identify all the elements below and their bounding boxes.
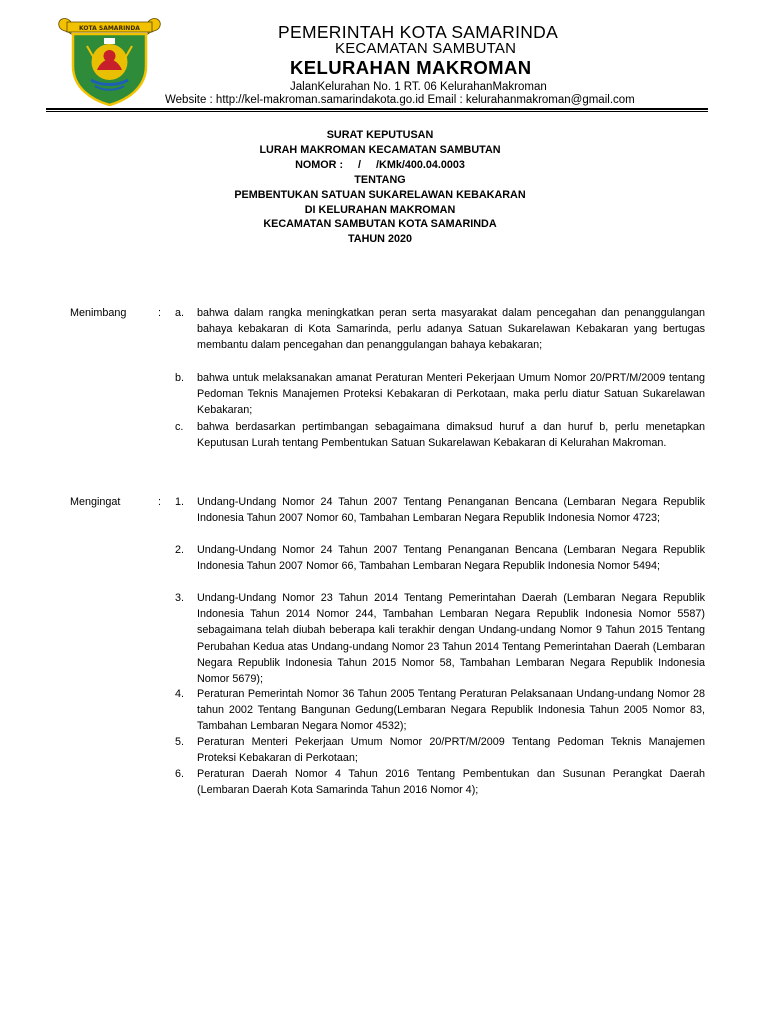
section-colon: : (158, 496, 161, 508)
item-marker: b. (175, 372, 185, 384)
village-name: KELURAHAN MAKROMAN (290, 57, 532, 78)
item-text: Peraturan Daerah Nomor 4 Tahun 2016 Tentang Pembentukan dan Susunan Perangkat Daerah (Lembaran Daerah Kota Samarinda Tahun 2016 Nomor 4); (197, 768, 705, 797)
emblem-banner-text: KOTA SAMARINDA (79, 25, 140, 32)
title-line: KECAMATAN SAMBUTAN KOTA SAMARINDA (263, 218, 497, 231)
title-line: TENTANG (354, 173, 406, 186)
item-marker: 1. (175, 496, 185, 508)
item-text: Peraturan Menteri Pekerjaan Umum Nomor 20/PRT/M/2009 Tentang Pedoman Teknis Manajemen Proteksi Kebakaran di Perkotaan; (197, 736, 705, 765)
section-label: Menimbang (70, 307, 127, 319)
samarinda-emblem-icon (57, 16, 162, 106)
district-name: KECAMATAN SAMBUTAN (335, 40, 517, 57)
item-text: Undang-Undang Nomor 24 Tahun 2007 Tentang Penanganan Bencana (Lembaran Negara Republik Indonesia Tahun 2007 Nomor 66, Tambahan Lembaran Negara Republik Indonesia Nomor 5494; (197, 544, 705, 573)
item-marker: 2. (175, 544, 185, 556)
section-label: Mengingat (70, 496, 121, 508)
item-marker: a. (175, 307, 185, 319)
item-marker: 5. (175, 736, 185, 748)
section-colon: : (158, 307, 161, 319)
title-line: PEMBENTUKAN SATUAN SUKARELAWAN KEBAKARAN (234, 188, 526, 201)
item-text: bahwa berdasarkan pertimbangan sebagaimana dimaksud huruf a dan huruf b, perlu menetapkan Keputusan Lurah tentang Pembentukan Satuan Sukarelawan Kebakaran di Kelurahan Makroman. (197, 421, 705, 450)
letterhead-divider (46, 108, 708, 110)
office-address: JalanKelurahan No. 1 RT. 06 KelurahanMakroman (290, 81, 547, 93)
title-line: DI KELURAHAN MAKROMAN (304, 203, 456, 216)
item-text: Undang-Undang Nomor 24 Tahun 2007 Tentang Penanganan Bencana (Lembaran Negara Republik Indonesia Tahun 2007 Nomor 60, Tambahan Lembaran Negara Republik Indonesia Nomor 4723; (197, 496, 705, 525)
item-marker: 6. (175, 768, 185, 780)
title-line: TAHUN 2020 (347, 233, 412, 246)
item-marker: c. (175, 421, 184, 433)
title-line: LURAH MAKROMAN KECAMATAN SAMBUTAN (259, 143, 501, 156)
office-contact: Website : http://kel-makroman.samarindakota.go.id Email : kelurahanmakroman@gmail.com (165, 94, 635, 106)
item-text: Peraturan Pemerintah Nomor 36 Tahun 2005 Tentang Peraturan Pelaksanaan Undang-undang Nomor 28 tahun 2002 Tentang Bangunan Gedung(Lembaran Negara Republik Indonesia Tahun 2005 Nomor 83, Tambahan Lembaran Negara Nomor 4532); (197, 688, 705, 733)
item-text: bahwa dalam rangka meningkatkan peran serta masyarakat dalam pencegahan dan penanggulangan bahaya kebakaran di Kota Samarinda, perlu adanya Satuan Sukarelawan Kebakaran yang bertugas membantu dalam pencegahan dan penanggulangan bahaya kebakaran; (197, 307, 705, 352)
item-marker: 4. (175, 688, 185, 700)
item-text: bahwa untuk melaksanakan amanat Peraturan Menteri Pekerjaan Umum Nomor 20/PRT/M/2009 tentang Pedoman Teknis Manajemen Proteksi Kebakaran di Perkotaan, maka perlu diatur Satuan Sukarelawan Kebakaran; (197, 372, 705, 417)
title-line: SURAT KEPUTUSAN (326, 129, 434, 141)
item-text: Undang-Undang Nomor 23 Tahun 2014 Tentang Pemerintahan Daerah (Lembaran Negara Republik Indonesia Tahun 2014 Nomor 244, Tambahan Lembaran Negara Republik Indonesia Nomor 5587) sebagaimana telah diubah beberapa kali terakhir dengan Undang-undang Nomor 9 Tahun 2015 Tentang Perubahan Kedua atas Undang-undang Nomor 23 Tahun 2014 Tentang Pemerintahan Daerah (Lembaran Negara Republik Indonesia Tahun 2015 Nomor 58, Tambahan Lembaran Negara Republik Indonesia Nomor 5679); (197, 592, 705, 686)
government-name: PEMERINTAH KOTA SAMARINDA (278, 22, 559, 42)
letterhead-divider-thin (46, 111, 708, 112)
decree-number: NOMOR : / /KMk/400.04.0003 (295, 158, 465, 171)
item-marker: 3. (175, 592, 185, 604)
letterhead (0, 0, 768, 110)
decree-title (150, 128, 610, 247)
